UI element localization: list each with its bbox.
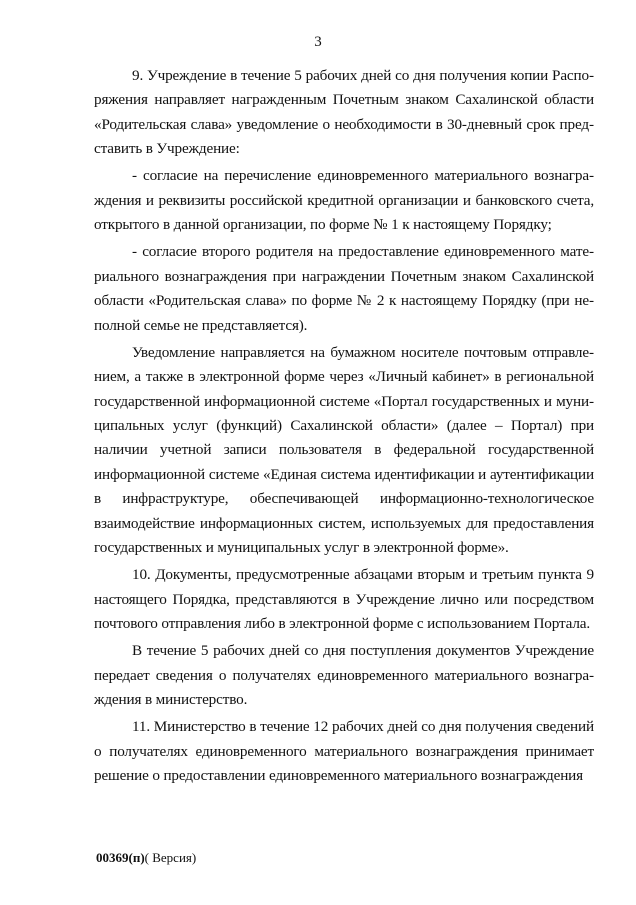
paragraph-9: 9. Учреждение в течение 5 рабочих дней со дня получения копии Распоряжения направляет награжденным Почетным знаком Сахалинской области «Родительская слава» уведомление о необходимости в 30-дневный срок представить в Учреждение: [94, 67, 594, 158]
paragraph-10-transfer: В течение 5 рабочих дней со дня поступления документов Учреждение передает сведения о получателях единовременного материального вознаграждения в министерство. [94, 642, 594, 709]
document-body [94, 64, 594, 791]
page-number: 3 [314, 34, 322, 50]
paragraph-9-consent-parent: - согласие второго родителя на предоставление единовременного материального вознаграждения при награждении Почетным знаком Сахалинской области «Родительская слава» по форме № 2 к настоящему Порядку (при неполной семье не представляется). [94, 243, 594, 334]
document-footer [96, 850, 196, 866]
document-version: ( Версия) [144, 850, 197, 865]
paragraph-10: 10. Документы, предусмотренные абзацами вторым и третьим пункта 9 настоящего Порядка, представляются в Учреждение лично или посредством почтового отправления либо в электронной форме с использованием Портала. [94, 566, 594, 633]
paragraph-9-consent-bank: - согласие на перечисление единовременного материального вознаграждения и реквизиты российской кредитной организации и банковского счета, открытого в данной организации, по форме № 1 к настоящему Порядку; [94, 167, 594, 234]
document-code: 00369(п) [96, 850, 145, 865]
paragraph-11: 11. Министерство в течение 12 рабочих дней со дня получения сведений о получателях единовременного материального вознаграждения принимает решение о предоставлении единовременного материального вознаграждения [94, 718, 594, 785]
paragraph-notification: Уведомление направляется на бумажном носителе почтовым отправлением, а также в электронной форме через «Личный кабинет» в региональной государственной информационной системе «Портал государственных и муниципальных услуг (функций) Сахалинской области» (далее – Портал) при наличии учетной записи пользователя в федеральной государственной информационной системе «Единая система идентификации и аутентификации в инфраструктуре, обеспечивающей информационно-технологическое взаимодействие информационных систем, используемых для предоставления государственных и муниципальных услуг в электронной форме». [94, 343, 594, 557]
